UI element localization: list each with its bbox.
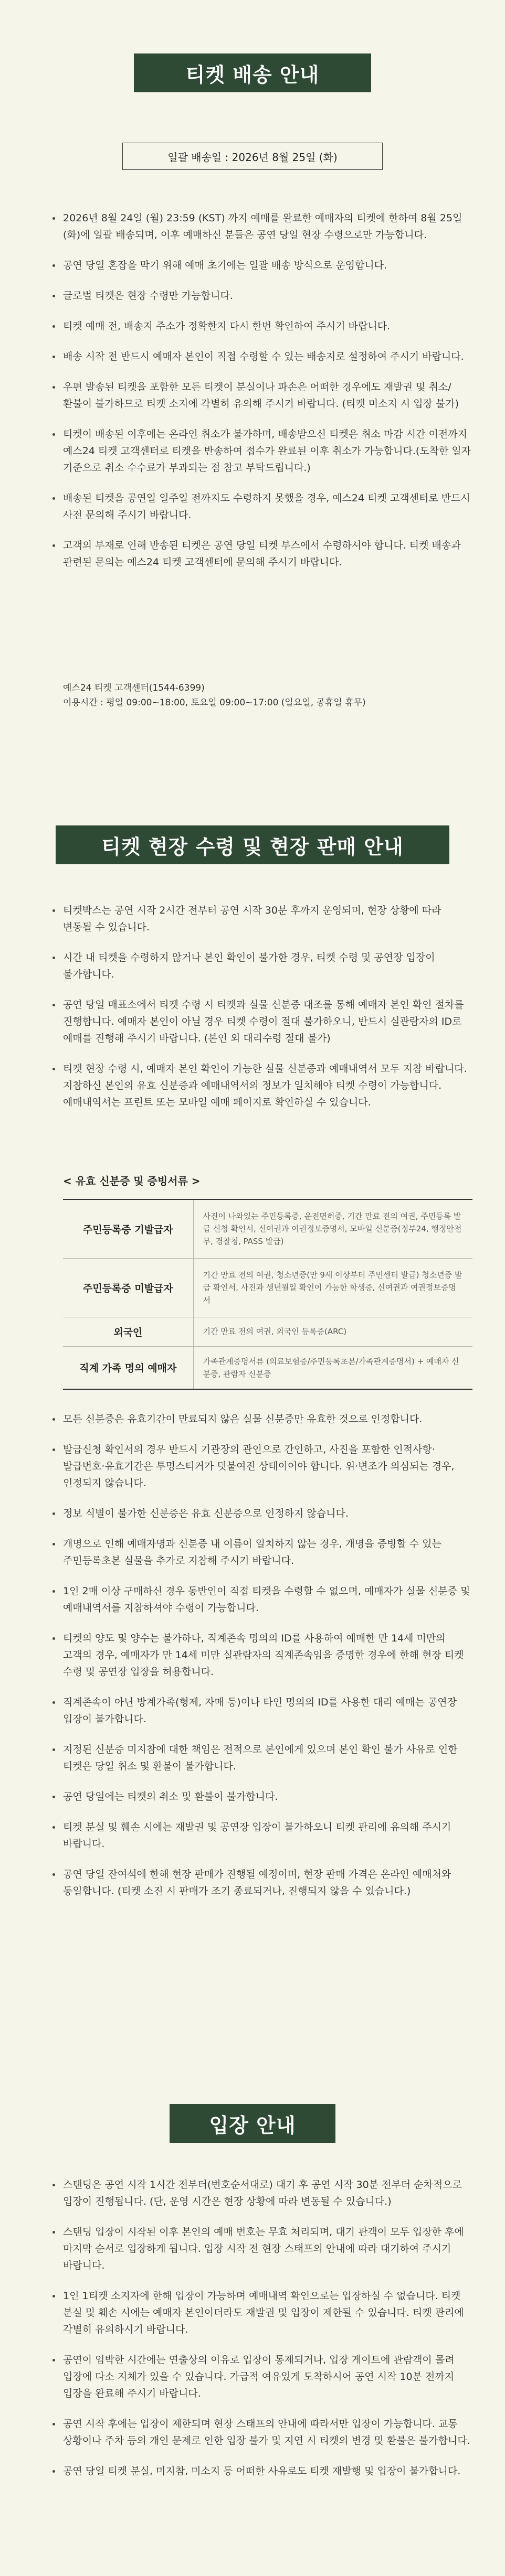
table-row <box>63 1199 472 1258</box>
list-item: 티켓 분실 및 훼손 시에는 재발권 및 공연장 입장이 불가하오니 티켓 관리에 유의해 주시기 바랍니다. <box>63 1819 472 1852</box>
id-heading: < 유효 신분증 및 증빙서류 > <box>63 1175 201 1187</box>
list-item: 티켓 현장 수령 시, 예매자 본인 확인이 가능한 실물 신분증과 예매내역서 모두 지참 바랍니다. 지참하신 본인의 유효 신분증과 예매내역서의 정보가 일치해야 티켓 수령이 가능합니다. 예매내역서는 프린트 또는 모바일 예매 페이지로 확인하실 수 있습니다. <box>63 1060 472 1111</box>
list-item: 배송 시작 전 반드시 예매자 본인이 직접 수령할 수 있는 배송지로 설정하여 주시기 바랍니다. <box>63 348 472 365</box>
list-item: 공연이 임박한 시간에는 연출상의 이유로 입장이 통제되거나, 입장 게이트에 관람객이 몰려 입장에 다소 지체가 있을 수 있습니다. 가급적 여유있게 도착하시어 공연 시작 10분 전까지 입장을 완료해 주시기 바랍니다. <box>63 2352 472 2402</box>
list-item: 공연 당일에는 티켓의 취소 및 환불이 불가합니다. <box>63 1788 472 1805</box>
list-item: 지정된 신분증 미지참에 대한 책임은 전적으로 본인에게 있으며 본인 확인 불가 사유로 인한 티켓은 당일 취소 및 환불이 불가합니다. <box>63 1741 472 1775</box>
delivery-contact <box>63 681 472 710</box>
onsite-list-bottom <box>63 1411 472 1913</box>
id-table <box>63 1199 472 1390</box>
id-docs: 기간 만료 전의 여권, 외국인 등록증(ARC) <box>193 1317 472 1346</box>
list-item: 공연 당일 매표소에서 티켓 수령 시 티켓과 실물 신분증 대조를 통해 예매자 본인 확인 절차를 진행합니다. 예매자 본인이 아닐 경우 티켓 수령이 절대 불가하오니, 반드시 실관람자의 ID로 예매를 진행해 주시기 바랍니다. (본인 외 대리수령 절대 불가) <box>63 996 472 1047</box>
list-item: 직계존속이 아닌 방계가족(형제, 자매 등)이나 타인 명의의 ID를 사용한 대리 예매는 공연장 입장이 불가합니다. <box>63 1694 472 1727</box>
table-row <box>63 1346 472 1389</box>
contact-hours: 이용시간 : 평일 09:00~18:00, 토요일 09:00~17:00 (일요일, 공휴일 휴무) <box>63 697 366 708</box>
list-item: 1인 2매 이상 구매하신 경우 동반인이 직접 티켓을 수령할 수 없으며, 예매자가 실물 신분증 및 예매내역서를 지참하셔야 수령이 가능합니다. <box>63 1583 472 1616</box>
contact-phone: 예스24 티켓 고객센터(1544-6399) <box>63 683 205 693</box>
list-item: 스탠딩 입장이 시작된 이후 본인의 예매 번호는 무효 처리되며, 대기 관객이 모두 입장한 후에 마지막 순서로 입장하게 됩니다. 입장 시작 전 현장 스태프의 안내에 따라 대기하여 주시기 바랍니다. <box>63 2224 472 2274</box>
list-item: 1인 1티켓 소지자에 한해 입장이 가능하며 예매내역 확인으로는 입장하실 수 없습니다. 티켓 분실 및 훼손 시에는 예매자 본인이더라도 재발권 및 입장이 제한될 수 있습니다. 티켓 관리에 각별히 유의하시기 바랍니다. <box>63 2288 472 2338</box>
list-item: 고객의 부재로 인해 반송된 티켓은 공연 당일 티켓 부스에서 수령하셔야 합니다. 티켓 배송과 관련된 문의는 예스24 티켓 고객센터에 문의해 주시기 바랍니다. <box>63 537 472 571</box>
onsite-list-top <box>63 902 472 1124</box>
list-item: 모든 신분증은 유효기간이 만료되지 않은 실물 신분증만 유효한 것으로 인정합니다. <box>63 1411 472 1427</box>
list-item: 글로벌 티켓은 현장 수령만 가능합니다. <box>63 287 472 304</box>
list-item: 2026년 8월 24일 (월) 23:59 (KST) 까지 예매를 완료한 예매자의 티켓에 한하여 8월 25일 (화)에 일괄 배송되며, 이후 예매하신 분들은 공연 당일 현장 수령으로만 가능합니다. <box>63 210 472 243</box>
table-row <box>63 1258 472 1317</box>
list-item: 우편 발송된 티켓을 포함한 모든 티켓이 분실이나 파손은 어떠한 경우에도 재발권 및 취소/환불이 불가하므로 티켓 소지에 각별히 유의해 주시기 바랍니다. (티켓 미소지 시 입장 불가) <box>63 379 472 412</box>
list-item: 공연 당일 혼잡을 막기 위해 예매 초기에는 일괄 배송 방식으로 운영합니다. <box>63 257 472 274</box>
entry-list <box>63 2176 472 2493</box>
id-docs: 기간 만료 전의 여권, 청소년증(만 9세 이상부터 주민센터 발급) 청소년증 발급 확인서, 사진과 생년월일 확인이 가능한 학생증, 신여권과 여권정보증명서 <box>193 1258 472 1317</box>
list-item: 공연 당일 티켓 분실, 미지참, 미소지 등 어떠한 사유로도 티켓 재발행 및 입장이 불가합니다. <box>63 2463 472 2480</box>
table-row <box>63 1317 472 1346</box>
delivery-date-label: 일괄 배송일 : 2026년 8월 25일 (화) <box>122 143 383 170</box>
onsite-title: 티켓 현장 수령 및 현장 판매 안내 <box>56 825 449 864</box>
list-item: 티켓박스는 공연 시작 2시간 전부터 공연 시작 30분 후까지 운영되며, 현장 상황에 따라 변동될 수 있습니다. <box>63 902 472 936</box>
list-item: 공연 당일 잔여석에 한해 현장 판매가 진행될 예정이며, 현장 판매 가격은 온라인 예매처와 동일합니다. (티켓 소진 시 판매가 조기 종료되거나, 진행되지 않을 수 있습니다.) <box>63 1866 472 1899</box>
id-type: 외국인 <box>63 1317 193 1346</box>
id-type: 주민등록증 미발급자 <box>63 1258 193 1317</box>
list-item: 발급신청 확인서의 경우 반드시 기관장의 관인으로 간인하고, 사진을 포함한 인적사항·발급번호·유효기간은 투명스티커가 덧붙여진 상태이어야 합니다. 위·변조가 의심되는 경우, 인정되지 않습니다. <box>63 1441 472 1491</box>
list-item: 스탠딩은 공연 시작 1시간 전부터(번호순서대로) 대기 후 공연 시작 30분 전부터 순차적으로 입장이 진행됩니다. (단, 운영 시간은 현장 상황에 따라 변동될 수 있습니다.) <box>63 2176 472 2210</box>
id-type: 주민등록증 기발급자 <box>63 1199 193 1258</box>
list-item: 시간 내 티켓을 수령하지 않거나 본인 확인이 불가한 경우, 티켓 수령 및 공연장 입장이 불가합니다. <box>63 949 472 983</box>
list-item: 티켓이 배송된 이후에는 온라인 취소가 불가하며, 배송받으신 티켓은 취소 마감 시간 이전까지 예스24 티켓 고객센터로 티켓을 반송하여 접수가 완료된 이후 취소가 가능합니다.(도착한 일자 기준으로 취소 수수료가 부과되는 점 참고 부탁드립니다.) <box>63 426 472 476</box>
id-docs: 사진이 나와있는 주민등록증, 운전면허증, 기간 만료 전의 여권, 주민등록 발급 신청 확인서, 신여권과 여권정보증명서, 모바일 신분증(정부24, 행정안전부, 경찰청, PASS 발급) <box>193 1199 472 1258</box>
list-item: 정보 식별이 불가한 신분증은 유효 신분증으로 인정하지 않습니다. <box>63 1505 472 1522</box>
delivery-title: 티켓 배송 안내 <box>134 53 371 92</box>
list-item: 배송된 티켓을 공연일 일주일 전까지도 수령하지 못했을 경우, 예스24 티켓 고객센터로 반드시 사전 문의해 주시기 바랍니다. <box>63 490 472 523</box>
list-item: 티켓의 양도 및 양수는 불가하나, 직계존속 명의의 ID를 사용하여 예매한 만 14세 미만의 고객의 경우, 예매자가 만 14세 미만 실관람자의 직계존속임을 증명한 경우에 한해 현장 티켓 수령 및 공연장 입장을 허용합니다. <box>63 1630 472 1680</box>
list-item: 공연 시작 후에는 입장이 제한되며 현장 스태프의 안내에 따라서만 입장이 가능합니다. 교통 상황이나 주차 등의 개인 문제로 인한 입장 불가 및 지연 시 티켓의 변경 및 환불은 불가합니다. <box>63 2416 472 2449</box>
list-item: 티켓 예매 전, 배송지 주소가 정확한지 다시 한번 확인하여 주시기 바랍니다. <box>63 318 472 335</box>
id-type: 직계 가족 명의 예매자 <box>63 1346 193 1389</box>
id-docs: 가족관계증명서류 (의료보험증/주민등록초본/가족관계증명서) + 예매자 신분증, 관람자 신분증 <box>193 1346 472 1389</box>
delivery-list <box>63 210 472 584</box>
entry-title: 입장 안내 <box>170 2104 335 2143</box>
list-item: 개명으로 인해 예매자명과 신분증 내 이름이 일치하지 않는 경우, 개명을 증빙할 수 있는 주민등록초본 실물을 추가로 지참해 주시기 바랍니다. <box>63 1536 472 1569</box>
